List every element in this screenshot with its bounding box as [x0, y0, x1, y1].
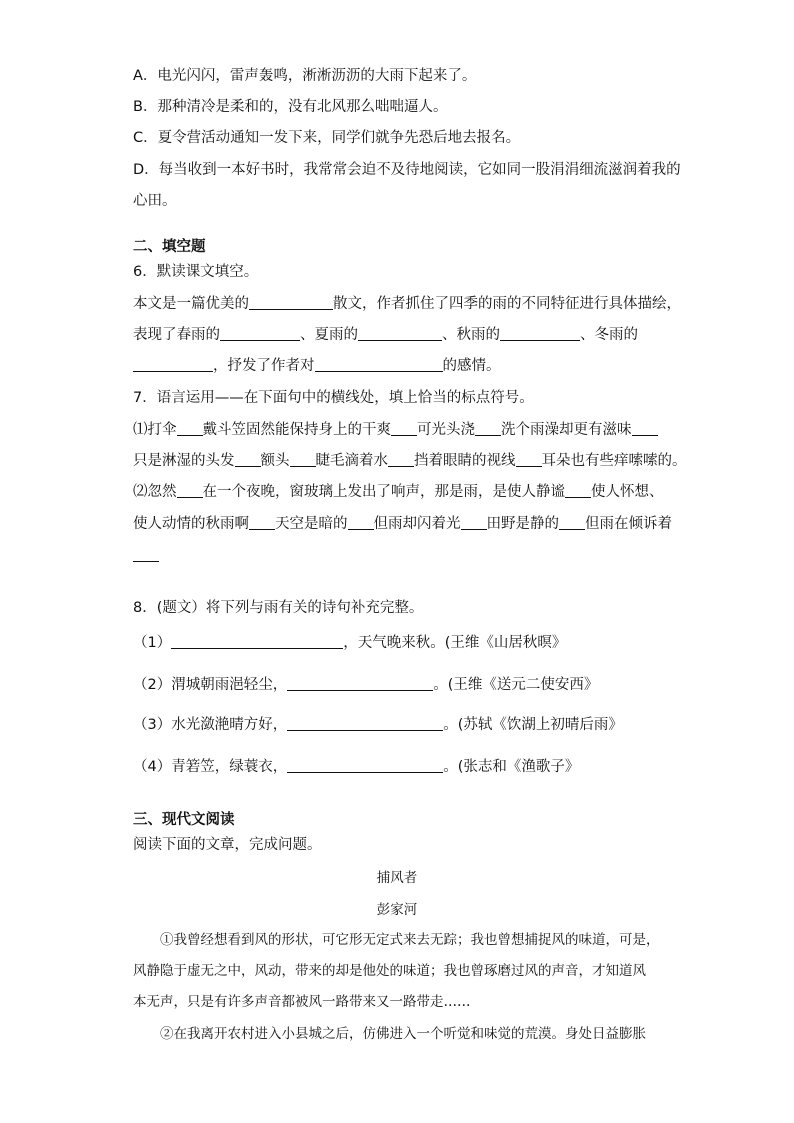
q6-line1: 本文是一篇优美的 散文，作者抓住了四季的雨的不同特征进行具体描绘， — [133, 296, 681, 312]
section-title-fill-in: 二、填空题 — [133, 239, 206, 255]
answer-blank[interactable] — [220, 326, 300, 341]
answer-blank[interactable] — [315, 357, 443, 372]
option-d-continued: 心田。 — [133, 193, 177, 209]
poem-blank[interactable] — [287, 676, 433, 691]
punctuation-blank[interactable] — [177, 483, 203, 498]
q7-sentence2-line1: ⑵忽然 在一个夜晚，窗玻璃上发出了响声，那是雨，是使人静谧 使人怀想、 — [133, 484, 664, 500]
punctuation-blank[interactable] — [133, 547, 159, 562]
q6-line2: 表现了春雨的 、夏雨的 、秋雨的 、冬雨的 — [133, 327, 638, 343]
option-d: D．每当收到一本好书时，我常常会迫不及待地阅读，它如同一股涓涓细流滋润着我的 — [133, 162, 681, 178]
q7-stem: 7．语言运用——在下面句中的横线处，填上恰当的标点符号。 — [133, 390, 534, 406]
punctuation-blank[interactable] — [249, 515, 275, 530]
article-para2-line1: ②在我离开农村进入小县城之后，仿佛进入一个听觉和味觉的荒漠。身处日益膨胀 — [160, 1026, 646, 1042]
q7-sentence2-line2: 使人动情的秋雨啊 天空是暗的 但雨却闪着光 田野是静的 但雨在倾诉着 — [133, 516, 672, 532]
option-b: B．那种清冷是柔和的，没有北风那么咄咄逼人。 — [133, 99, 448, 115]
q8-item3: （3）水光潋滟晴方好， 。(苏轼《饮湖上初晴后雨》 — [133, 717, 623, 733]
punctuation-blank[interactable] — [391, 421, 417, 436]
article-para1-line3: 本无声，只是有许多声音都被风一路带来又一路带走…… — [133, 994, 471, 1010]
punctuation-blank[interactable] — [516, 452, 542, 467]
reading-intro: 阅读下面的文章，完成问题。 — [133, 837, 322, 853]
poem-blank[interactable] — [287, 716, 443, 731]
punctuation-blank[interactable] — [559, 515, 585, 530]
article-para1-line2: 风静隐于虚无之中，风动，带来的却是他处的味道；我也曾琢磨过风的声音，才知道风 — [133, 963, 646, 979]
punctuation-blank[interactable] — [177, 421, 203, 436]
article-author: 彭家河 — [376, 902, 418, 918]
q8-item4: （4）青箬笠，绿蓑衣， 。(张志和《渔歌子》 — [133, 759, 580, 775]
punctuation-blank[interactable] — [632, 421, 658, 436]
answer-blank[interactable] — [358, 326, 442, 341]
punctuation-blank[interactable] — [388, 452, 414, 467]
option-a: A．电光闪闪，雷声轰鸣，淅淅沥沥的大雨下起来了。 — [133, 68, 477, 84]
q7-sentence2-line3 — [133, 546, 159, 566]
q8-item1: （1） ，天气晚来秋。(王维《山居秋暝》 — [133, 635, 567, 651]
punctuation-blank[interactable] — [475, 421, 501, 436]
q8-stem: 8．(题文）将下列与雨有关的诗句补充完整。 — [133, 600, 424, 616]
section-title-modern-reading: 三、现代文阅读 — [133, 812, 235, 828]
q6-stem: 6．默读课文填空。 — [133, 264, 259, 280]
q8-item2: （2）渭城朝雨浥轻尘， 。(王维《送元二使安西》 — [133, 677, 599, 693]
punctuation-blank[interactable] — [290, 452, 316, 467]
option-c: C．夏令营活动通知一发下来，同学们就争先恐后地去报名。 — [133, 130, 521, 146]
punctuation-blank[interactable] — [235, 452, 261, 467]
punctuation-blank[interactable] — [461, 515, 487, 530]
poem-blank[interactable] — [287, 758, 443, 773]
answer-blank[interactable] — [133, 357, 213, 372]
article-title: 捕风者 — [376, 870, 418, 886]
q7-sentence1-line1: ⑴打伞 戴斗笠固然能保持身上的干爽 可光头浇 洗个雨澡却更有滋味 — [133, 420, 658, 440]
poem-blank[interactable] — [171, 634, 343, 649]
punctuation-blank[interactable] — [348, 515, 374, 530]
article-para1-line1: ①我曾经想看到风的形状，可它形无定式来去无踪；我也曾想捕捉风的味道，可是， — [160, 932, 660, 948]
answer-blank[interactable] — [249, 295, 333, 310]
q6-line3: ，抒发了作者对 的感情。 — [133, 356, 501, 376]
answer-blank[interactable] — [500, 326, 580, 341]
punctuation-blank[interactable] — [565, 483, 591, 498]
q7-sentence1-line2: 只是淋湿的头发 额头 睫毛滴着水 挡着眼睛的视线 耳朵也有些痒嗦嗦的。 — [133, 453, 687, 469]
